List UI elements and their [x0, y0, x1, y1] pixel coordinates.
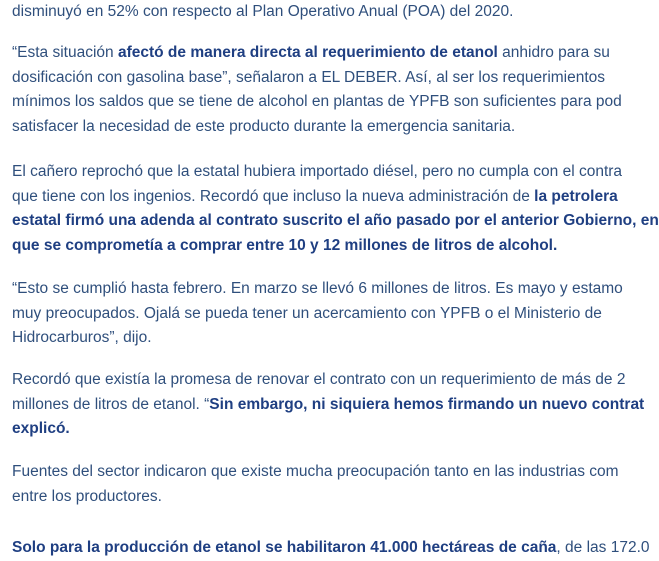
text-span: millones de litros de etanol. “	[12, 395, 210, 413]
paragraph-etanol-requirement	[12, 41, 622, 139]
text-line: El cañero reprochó que la estatal hubiera importado diésel, pero no cumpla con el contra	[12, 163, 623, 180]
bold-text: Solo para la producción de etanol se habilitaron 41.000 hectáreas de caña	[12, 539, 557, 556]
bold-text: la petrolera	[534, 187, 618, 205]
text-line: dosificación con gasolina base”, señalaron a EL DEBER. Así, al ser los requerimientos	[12, 68, 606, 86]
paragraph-sector-sources	[12, 460, 619, 509]
text-span: que tiene con los ingenios. Recordó que incluso la nueva administración de	[12, 187, 535, 205]
bold-text-line: que se comprometía a comprar entre 10 y 12 millones de litros de alcohol.	[12, 236, 558, 254]
paragraph-quote-february	[12, 277, 623, 351]
text-line	[12, 536, 650, 561]
text-line: entre los productores.	[12, 487, 162, 505]
text-span: anhidro para su	[497, 44, 610, 61]
text-line: “Esto se cumplió hasta febrero. En marzo se llevó 6 millones de litros. Es mayo y estamo	[12, 280, 623, 297]
text-line	[12, 41, 622, 66]
bold-text: afectó de manera directa al requerimiento de etanol	[117, 44, 498, 61]
paragraph-canero-reproach	[12, 160, 659, 258]
paragraph-poa	[12, 0, 513, 25]
paragraph-contract-promise	[12, 368, 644, 442]
text-line: disminuyó en 52% con respecto al Plan Operativo Anual (POA) del 2020.	[12, 3, 514, 20]
text-line: Fuentes del sector indicaron que existe mucha preocupación tanto en las industrias com	[12, 463, 619, 480]
paragraph-hectares	[12, 536, 650, 561]
text-line: muy preocupados. Ojalá se pueda tener un acercamiento con YPFB o el Ministerio de	[12, 304, 602, 322]
bold-text-line: estatal firmó una adenda al contrato suscrito el año pasado por el anterior Gobierno, en	[12, 212, 659, 229]
text-line	[12, 393, 644, 418]
text-span: , de las 172.0	[556, 539, 650, 556]
text-line: Recordó que existía la promesa de renovar el contrato con un requerimiento de más de 2	[12, 371, 626, 388]
text-line: satisfacer la necesidad de este producto durante la emergencia sanitaria.	[12, 117, 516, 135]
text-line	[12, 185, 659, 210]
text-line: Hidrocarburos”, dijo.	[12, 329, 152, 346]
bold-text-line: explicó.	[12, 420, 70, 437]
bold-text: Sin embargo, ni siquiera hemos firmando un nuevo contrat	[209, 395, 645, 413]
text-span: “Esta situación	[12, 44, 118, 61]
text-line: mínimos los saldos que se tiene de alcohol en plantas de YPFB son suficientes para pod	[12, 93, 622, 110]
